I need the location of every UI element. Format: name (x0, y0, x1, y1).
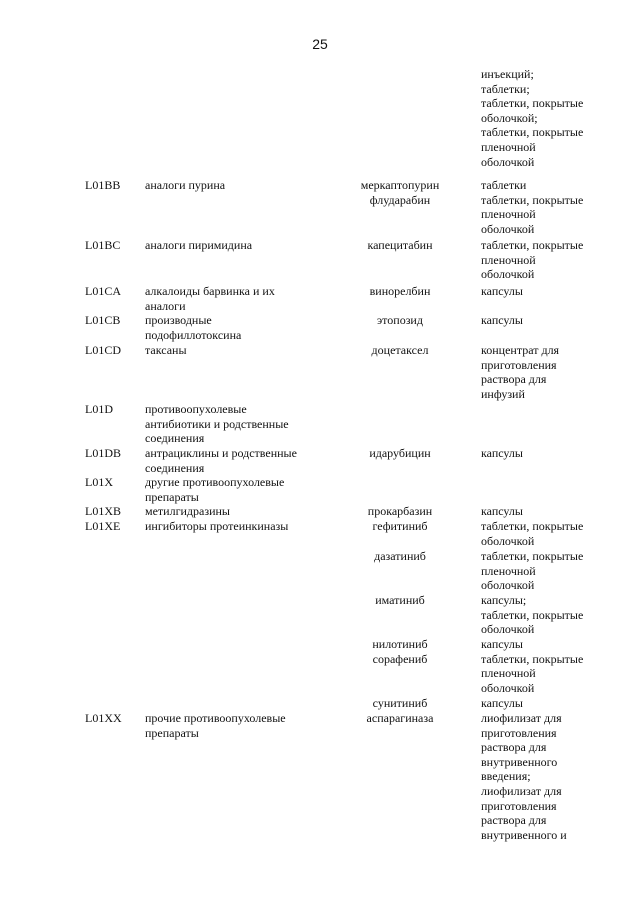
drug-table (0, 67, 640, 846)
group-name: производные подофиллотоксина (145, 313, 242, 342)
table-row (0, 696, 640, 711)
drug-name: дазатиниб (374, 549, 426, 563)
table-row (0, 637, 640, 696)
group-name: таксаны (145, 343, 187, 357)
table-row (0, 549, 640, 593)
table-row (0, 313, 640, 343)
table-row (0, 343, 640, 402)
table-row (0, 475, 640, 504)
table-row (0, 519, 640, 549)
drug-name: сунитиниб (372, 696, 428, 710)
group-name: алкалоиды барвинка и их аналоги (145, 284, 275, 313)
drug-name: нилотиниб сорафениб (372, 637, 428, 666)
dosage-form: таблетки, покрытые пленочной оболочкой (481, 549, 584, 593)
drug-name: идарубицин (369, 446, 431, 460)
dosage-form: инъекций; таблетки; таблетки, покрытые оболочкой; таблетки, покрытые пленочной оболочкой (481, 67, 584, 169)
page-number: 25 (312, 36, 328, 52)
drug-name: гефитиниб (372, 519, 428, 533)
table-row (0, 178, 640, 238)
atc-code: L01CD (85, 343, 121, 357)
group-name: другие противоопухолевые препараты (145, 475, 285, 504)
dosage-form: капсулы; таблетки, покрытые оболочкой (481, 593, 584, 637)
drug-name: меркаптопурин флударабин (360, 178, 440, 207)
atc-code: L01XB (85, 504, 121, 518)
drug-name: аспарагиназа (366, 711, 434, 725)
group-name: противоопухолевые антибиотики и родственные соединения (145, 402, 289, 446)
dosage-form: концентрат для приготовления раствора для инфузий (481, 343, 560, 401)
drug-name: прокарбазин (367, 504, 433, 518)
dosage-form: капсулы (481, 696, 523, 710)
dosage-form: капсулы (481, 284, 523, 298)
atc-code: L01BB (85, 178, 121, 192)
atc-code: L01DB (85, 446, 121, 460)
drug-name: этопозид (377, 313, 423, 327)
dosage-form: капсулы (481, 504, 523, 518)
atc-code: L01BC (85, 238, 121, 252)
table-row (0, 238, 640, 284)
dosage-form: капсулы (481, 313, 523, 327)
drug-name: доцетаксел (371, 343, 429, 357)
group-name: антрациклины и родственные соединения (145, 446, 297, 475)
dosage-form: лиофилизат для приготовления раствора для внутривенного введения; лиофилизат для приготовления раствора для внутривенного и (481, 711, 567, 842)
table-row (0, 504, 640, 519)
table-row (0, 402, 640, 446)
dosage-form: таблетки, покрытые оболочкой (481, 519, 584, 548)
table-row (0, 711, 640, 846)
table-row (0, 446, 640, 475)
group-name: метилгидразины (145, 504, 230, 518)
dosage-form: таблетки таблетки, покрытые пленочной оболочкой (481, 178, 584, 236)
drug-name: винорелбин (369, 284, 431, 298)
dosage-form: капсулы (481, 446, 523, 460)
table-row (0, 67, 640, 178)
table-row (0, 593, 640, 637)
atc-code: L01CB (85, 313, 121, 327)
group-name: прочие противоопухолевые препараты (145, 711, 286, 740)
dosage-form: капсулы таблетки, покрытые пленочной оболочкой (481, 637, 584, 695)
atc-code: L01D (85, 402, 113, 416)
group-name: аналоги пурина (145, 178, 226, 192)
group-name: ингибиторы протеинкиназы (145, 519, 289, 533)
atc-code: L01CA (85, 284, 121, 298)
drug-name: иматиниб (375, 593, 425, 607)
dosage-form: таблетки, покрытые пленочной оболочкой (481, 238, 584, 282)
atc-code: L01XX (85, 711, 122, 725)
atc-code: L01XE (85, 519, 121, 533)
atc-code: L01X (85, 475, 113, 489)
table-row (0, 284, 640, 313)
group-name: аналоги пиримидина (145, 238, 253, 252)
drug-name: капецитабин (367, 238, 433, 252)
